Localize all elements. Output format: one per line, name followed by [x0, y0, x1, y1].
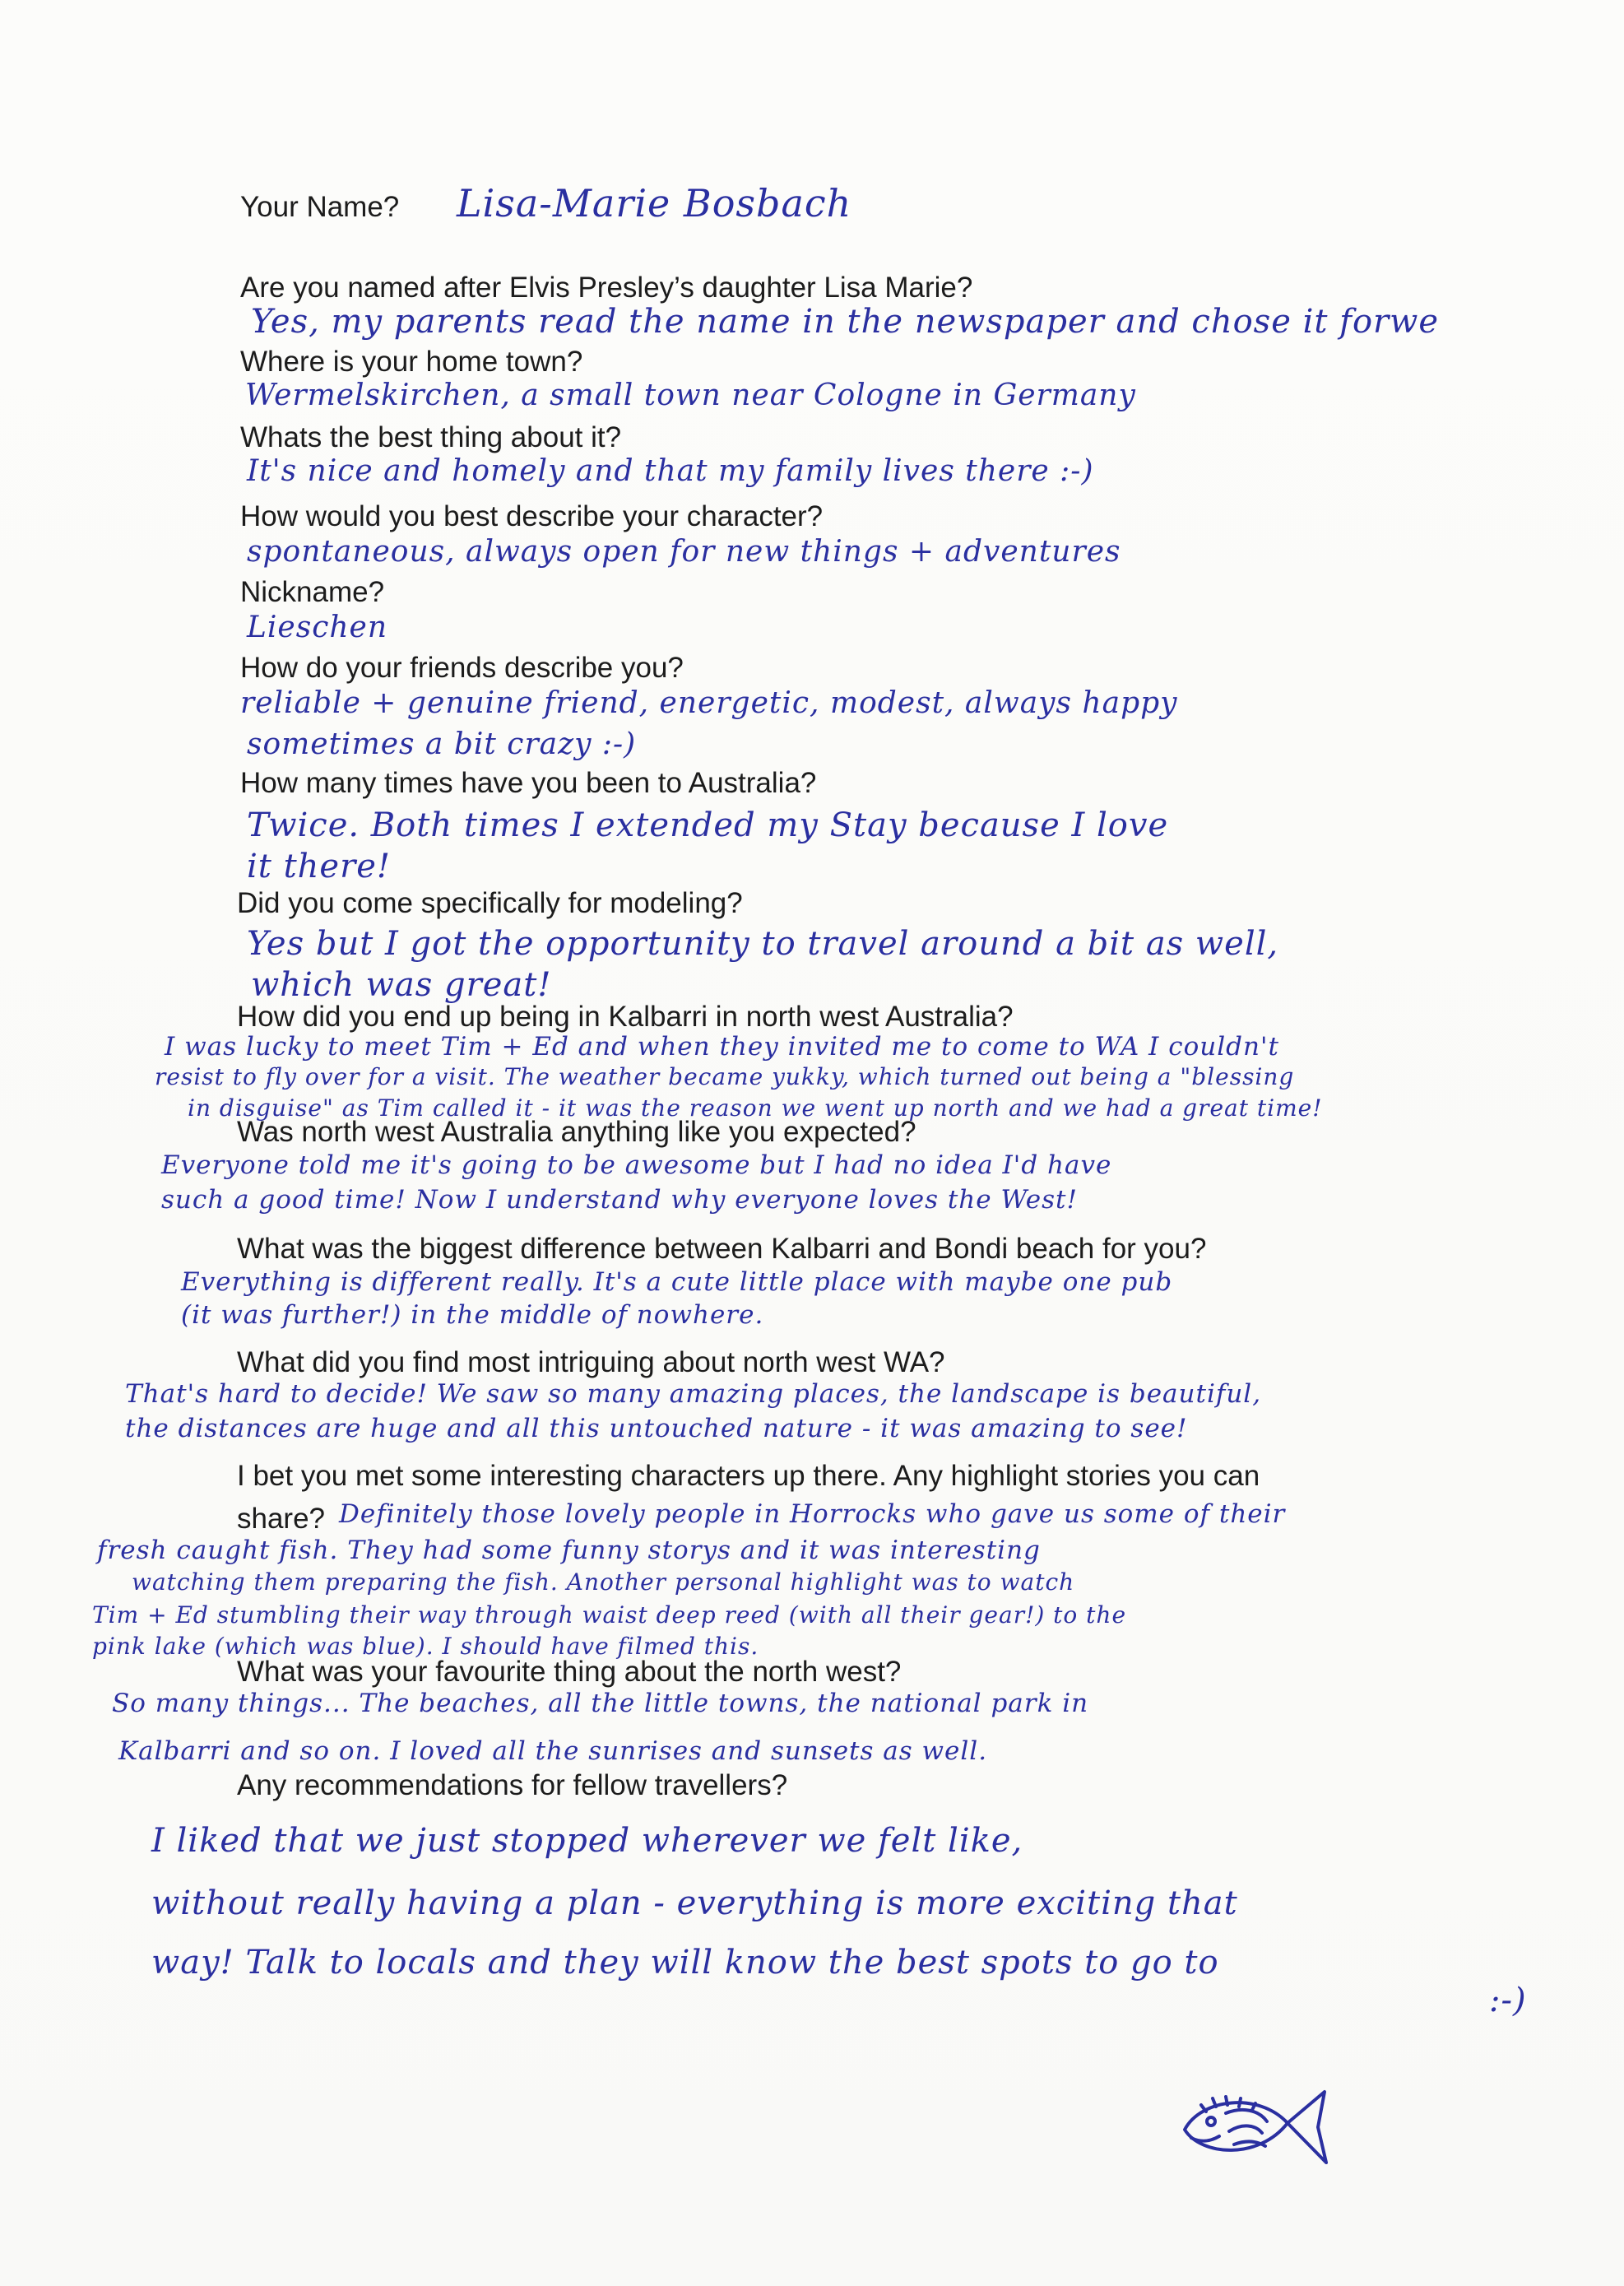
answer-line: Yes but I got the opportunity to travel around a bit as well,	[247, 925, 1279, 963]
question-best-thing: Whats the best thing about it?	[240, 421, 622, 453]
answer-line: without really having a plan - everything is more exciting that	[151, 1884, 1238, 1922]
answer-line: Yes, my parents read the name in the newspaper and chose it forwe	[251, 303, 1440, 341]
answer-line: Twice. Both times I extended my Stay because I love	[247, 806, 1169, 844]
answer-line: watching them preparing the fish. Another personal highlight was to watch	[132, 1568, 1075, 1596]
answer-line: Wermelskirchen, a small town near Cologne in Germany	[245, 379, 1136, 412]
answer-line: fresh caught fish. They had some funny storys and it was interesting	[97, 1536, 1041, 1565]
answer-line: Definitely those lovely people in Horrocks who gave us some of their	[339, 1499, 1286, 1529]
answer-line: such a good time! Now I understand why everyone loves the West!	[161, 1185, 1078, 1215]
name-question: Your Name?	[240, 191, 400, 223]
answer-line: Lieschen	[247, 611, 388, 644]
answer-line: I was lucky to meet Tim + Ed and when they invited me to come to WA I couldn't	[165, 1032, 1279, 1062]
answer-line: pink lake (which was blue). I should have filmed this.	[92, 1633, 759, 1660]
question-difference: What was the biggest difference between Kalbarri and Bondi beach for you?	[237, 1233, 1207, 1265]
answer-line: way! Talk to locals and they will know the best spots to go to	[151, 1944, 1219, 1982]
answer-line: It's nice and homely and that my family lives there :-)	[247, 454, 1094, 488]
question-times-australia: How many times have you been to Australia?	[240, 767, 817, 799]
answer-line: Everything is different really. It's a cute little place with maybe one pub	[181, 1267, 1173, 1297]
answer-line: the distances are huge and all this untouched nature - it was amazing to see!	[125, 1414, 1188, 1443]
answer-line: resist to fly over for a visit. The weather became yukky, which turned out being a "blessing	[155, 1063, 1295, 1090]
smiley-line: :-)	[1489, 1982, 1527, 2019]
answer-line: I liked that we just stopped wherever we felt like,	[151, 1822, 1023, 1860]
answer-line: which was great!	[251, 966, 552, 1004]
question-intriguing: What did you find most intriguing about north west WA?	[237, 1346, 945, 1378]
answer-line: in disguise" as Tim called it - it was the reason we went up north and we had a great time!	[188, 1094, 1323, 1122]
question-modeling: Did you come specifically for modeling?	[237, 887, 743, 919]
answer-line: it there!	[247, 848, 391, 885]
answer-line: That's hard to decide! We saw so many amazing places, the landscape is beautiful,	[125, 1379, 1262, 1409]
question-recommendations: Any recommendations for fellow travellers?	[237, 1769, 788, 1801]
answer-line: spontaneous, always open for new things + adventures	[247, 535, 1121, 569]
question-friends-describe: How do your friends describe you?	[240, 652, 684, 684]
name-answer: Lisa-Marie Bosbach	[457, 181, 852, 225]
answer-line: Everyone told me it's going to be awesome but I had no idea I'd have	[161, 1150, 1112, 1180]
question-home-town: Where is your home town?	[240, 346, 583, 378]
answer-line: Kalbarri and so on. I loved all the sunrises and sunsets as well.	[118, 1736, 988, 1766]
fish-doodle-icon	[1176, 2074, 1333, 2181]
question-character: How would you best describe your character?	[240, 500, 824, 532]
question-characters-cont: share?	[237, 1503, 326, 1535]
question-named-after: Are you named after Elvis Presley’s daughter Lisa Marie?	[240, 272, 973, 304]
answer-line: reliable + genuine friend, energetic, modest, always happy	[240, 686, 1178, 720]
question-kalbarri: How did you end up being in Kalbarri in north west Australia?	[237, 1001, 1014, 1033]
question-nickname: Nickname?	[240, 576, 385, 608]
question-characters: I bet you met some interesting characters up there. Any highlight stories you can	[237, 1460, 1260, 1492]
answer-line: So many things... The beaches, all the little towns, the national park in	[112, 1689, 1089, 1718]
answer-line: (it was further!) in the middle of nowhere.	[181, 1300, 764, 1330]
answer-line: Tim + Ed stumbling their way through waist deep reed (with all their gear!) to the	[92, 1601, 1127, 1629]
question-expected: Was north west Australia anything like you expected?	[237, 1116, 916, 1148]
answer-line: sometimes a bit crazy :-)	[247, 727, 637, 761]
question-favourite: What was your favourite thing about the north west?	[237, 1656, 902, 1688]
